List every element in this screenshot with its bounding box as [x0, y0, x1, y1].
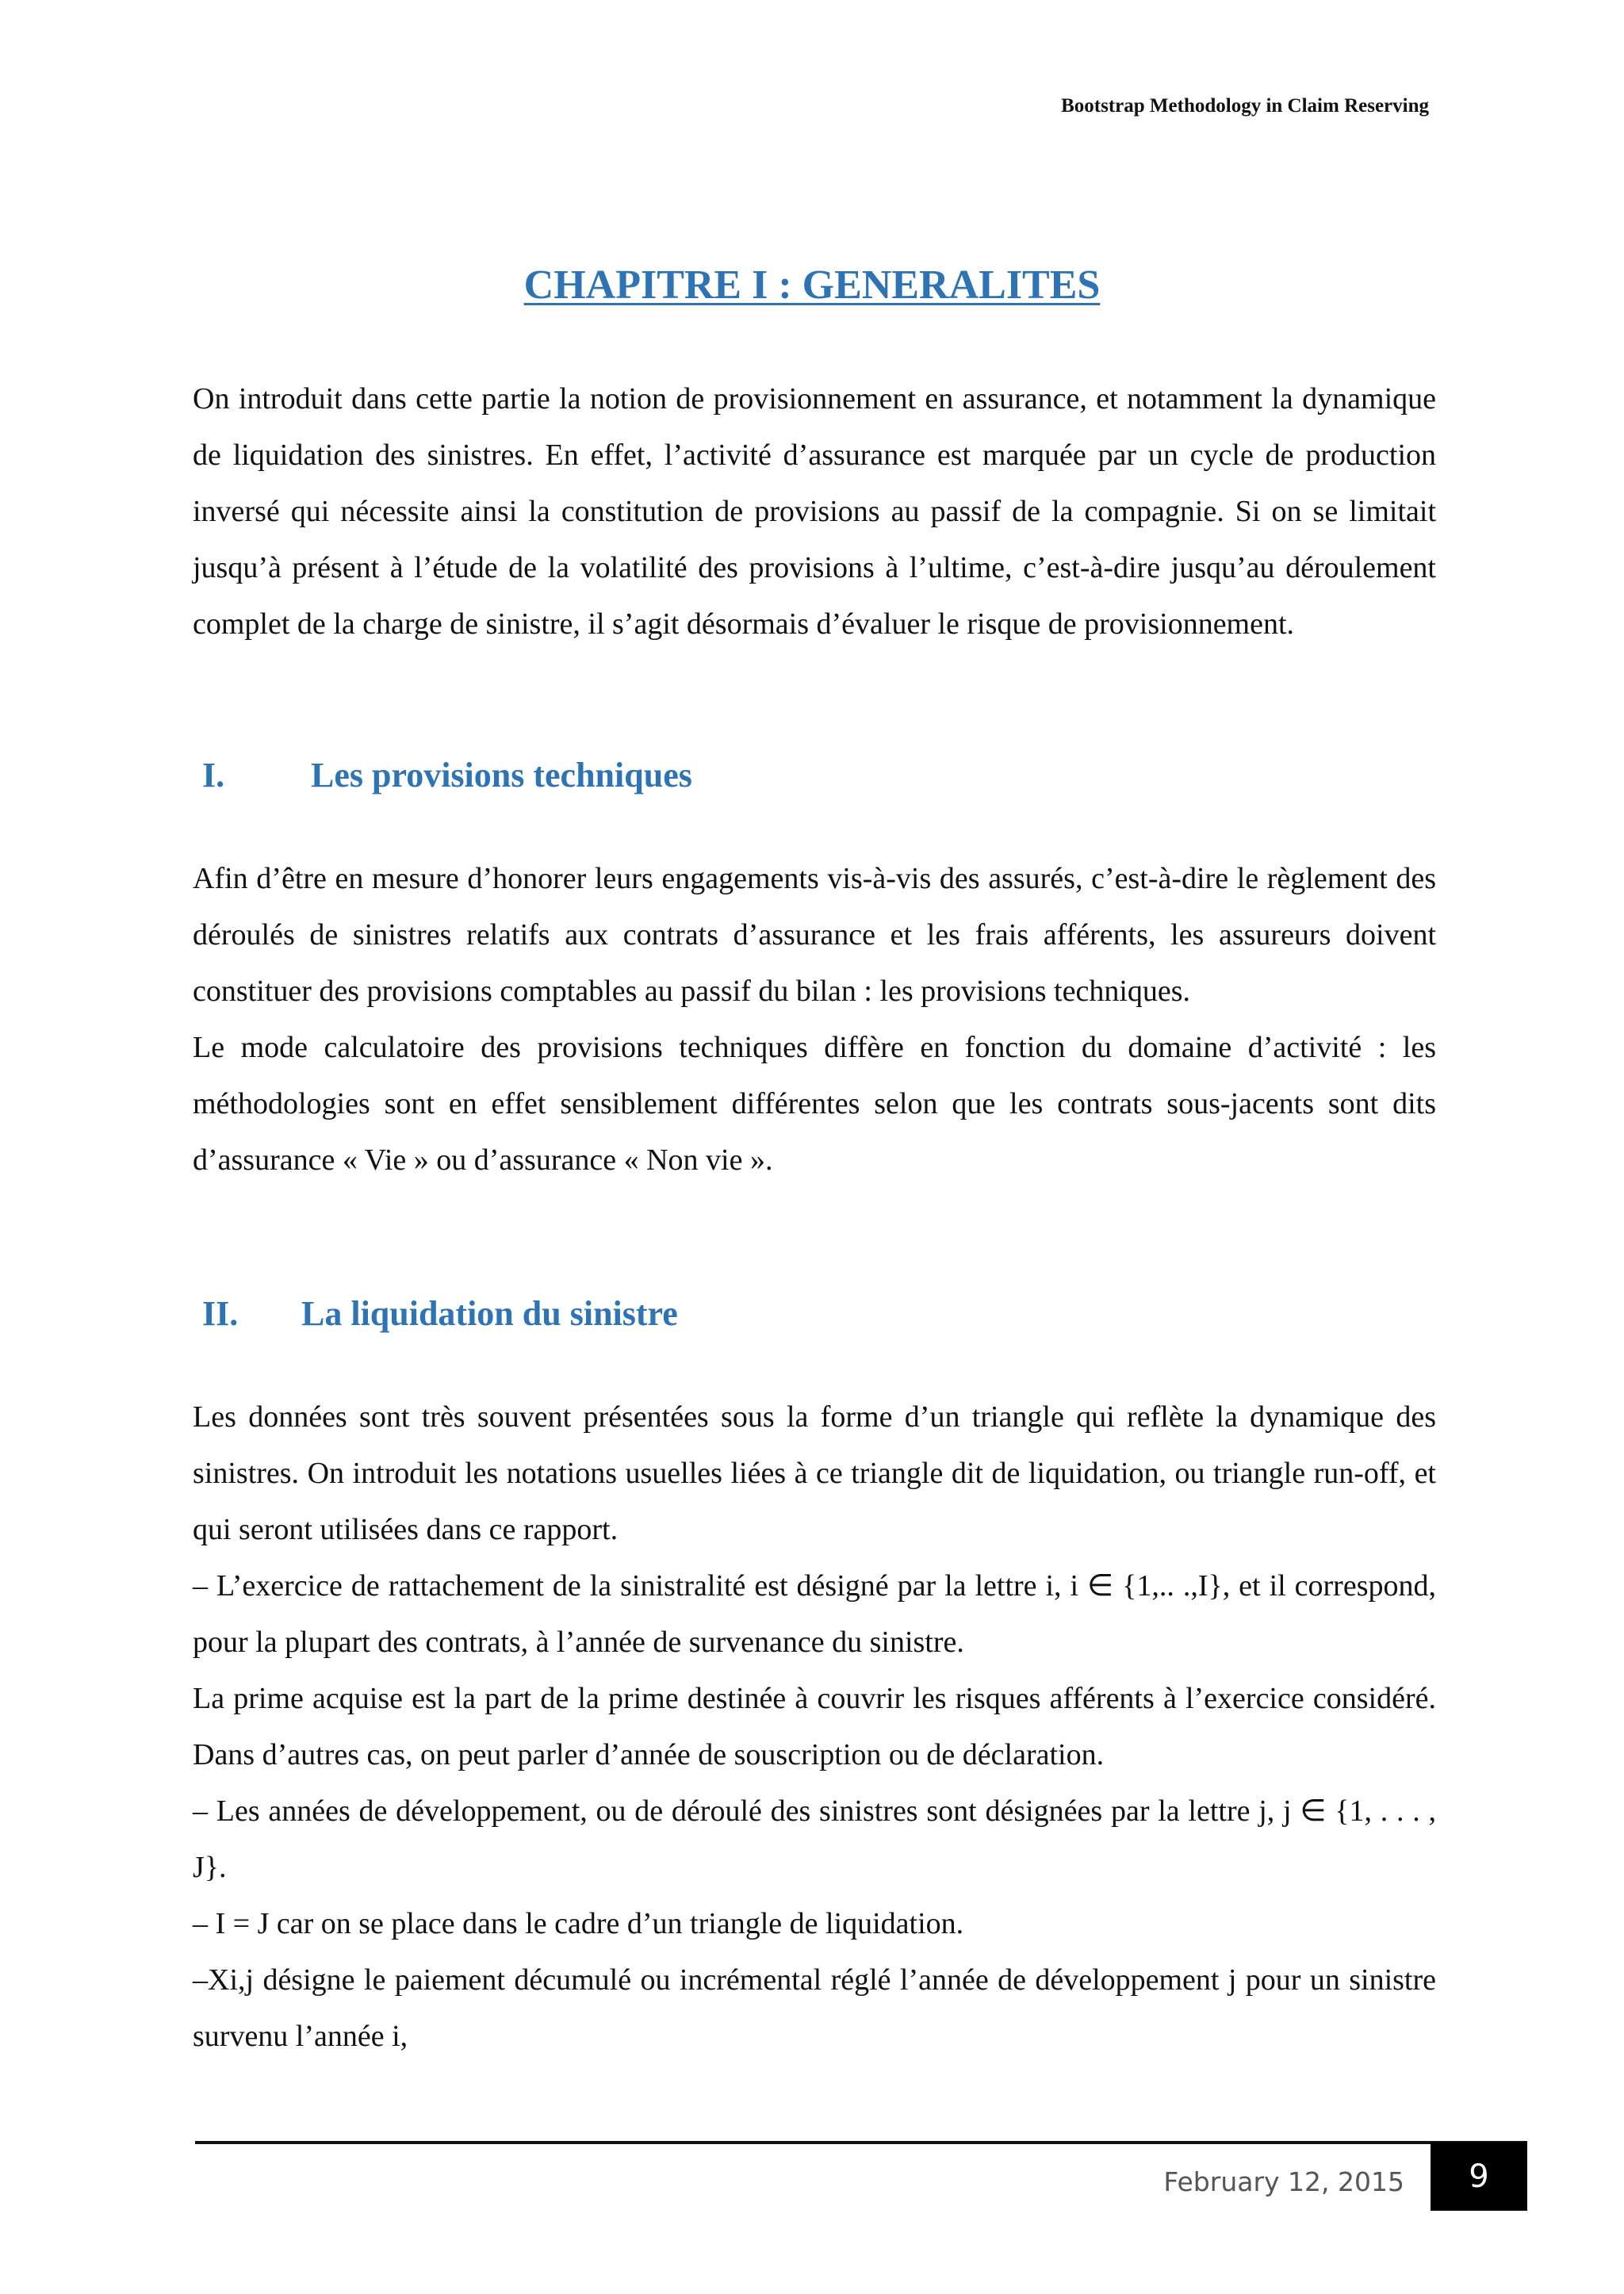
- section-title: La liquidation du sinistre: [301, 1294, 678, 1333]
- chapter-title: CHAPITRE I : GENERALITES: [523, 262, 1101, 308]
- intro-paragraph: [193, 371, 1436, 653]
- running-header: Bootstrap Methodology in Claim Reserving: [1061, 95, 1429, 117]
- section-heading-2: [202, 1293, 678, 1334]
- section-heading-1: [202, 755, 692, 795]
- footer-divider: [195, 2141, 1527, 2144]
- section-1-body: [193, 851, 1436, 1189]
- paragraph: Afin d’être en mesure d’honorer leurs engagements vis-à-vis des assurés, c’est-à-dire le règlement des déroulés de sinistres relatifs aux contrats d’assurance et les frais afférents, les assureurs doivent constituer des provisions comptables au passif du bilan : les provisions techniques.: [193, 862, 1436, 1008]
- paragraph: – L’exercice de rattachement de la sinistralité est désigné par la lettre i, i ∈ {1,.. .,I}, et il correspond, pour la plupart des contrats, à l’année de survenance du sinistre.: [193, 1569, 1436, 1659]
- section-title: Les provisions techniques: [311, 756, 692, 795]
- page-number-box: [1431, 2143, 1527, 2211]
- section-2-body: [193, 1389, 1436, 2065]
- paragraph: Le mode calculatoire des provisions techniques diffère en fonction du domaine d’activité : les méthodologies sont en effet sensiblement différentes selon que les contrats sous-jacents sont dits d’assurance « Vie » ou d’assurance « Non vie ».: [193, 1031, 1436, 1177]
- paragraph: – I = J car on se place dans le cadre d’un triangle de liquidation.: [193, 1907, 964, 1940]
- paragraph: Les données sont très souvent présentées sous la forme d’un triangle qui reflète la dynamique des sinistres. On introduit les notations usuelles liées à ce triangle dit de liquidation, ou triangle run-off, et qui seront utilisées dans ce rapport.: [193, 1400, 1436, 1546]
- paragraph: La prime acquise est la part de la prime destinée à couvrir les risques afférents à l’exercice considéré. Dans d’autres cas, on peut parler d’année de souscription ou de déclaration.: [193, 1682, 1436, 1771]
- intro-text: On introduit dans cette partie la notion de provisionnement en assurance, et notamment la dynamique de liquidation des sinistres. En effet, l’activité d’assurance est marquée par un cycle de production inversé qui nécessite ainsi la constitution de provisions au passif de la compagnie. Si on se limitait jusqu’à présent à l’étude de la volatilité des provisions à l’ultime, c’est-à-dire jusqu’au déroulement complet de la charge de sinistre, il s’agit désormais d’évaluer le risque de provisionnement.: [193, 382, 1436, 641]
- paragraph: – Les années de développement, ou de déroulé des sinistres sont désignées par la lettre j, j ∈ {1, . . . , J}.: [193, 1794, 1436, 1884]
- section-number: II.: [202, 1294, 239, 1333]
- footer-date: February 12, 2015: [1163, 2166, 1404, 2197]
- paragraph: –Xi,j désigne le paiement décumulé ou incrémental réglé l’année de développement j pour un sinistre survenu l’année i,: [193, 1963, 1436, 2053]
- section-number: I.: [202, 756, 225, 795]
- page-number: 9: [1469, 2158, 1489, 2195]
